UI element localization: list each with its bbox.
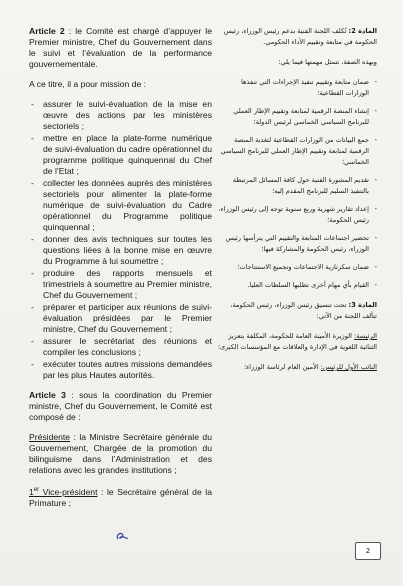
mission-item-ar: - تقديم المشورة الفنية حول كافة المسائل المرتبطة بالتنفيذ السليم للبرنامج المقدم إليه؛ xyxy=(217,175,377,197)
handwritten-mark-icon xyxy=(115,530,129,542)
page-number: 2 xyxy=(355,542,381,560)
vice-president-text-ar: الأمين العام لرئاسة الوزراء؛ xyxy=(243,363,321,371)
article-2-body-fr: : le Comité est chargé d’appuyer le Premier ministre, Chef du Gouvernement dans le suivi et l’évaluation de la performance gouvernementale. xyxy=(29,26,212,69)
article-3-body-ar: تحت تنسيق رئيس الوزراء، رئيس الحكومة، تتألف اللجنة من الآتي: xyxy=(230,301,377,320)
french-column xyxy=(29,26,212,518)
vice-president-ordinal: er xyxy=(33,487,40,493)
president-fr xyxy=(29,432,212,476)
president-label-fr: Présidente xyxy=(29,432,71,442)
article-3-ar xyxy=(217,300,377,322)
mission-item-fr: - donner des avis techniques sur toutes les questions liées à la bonne mise en œuvre du Programme à lui soumettre ; xyxy=(29,234,212,267)
article-2-ar xyxy=(217,26,377,48)
mission-item-fr: - assurer le suivi-évaluation de la mise en œuvre des actions par les ministères sectoriels ; xyxy=(29,99,212,132)
article-2-body-ar: تُكلف اللجنة الفنية بدعم رئيس الوزراء، رئيس الحكومة في متابعة وتقييم الأداء الحكومي. xyxy=(223,27,377,46)
vice-president-ar xyxy=(217,362,377,373)
vice-president-label-text: Vice-président xyxy=(39,486,98,497)
article-2-title-fr: Article 2 xyxy=(29,26,65,36)
vice-president-label-fr xyxy=(29,487,97,497)
article-3-body-fr: : sous la coordination du Premier ministre, Chef du Gouvernement, le Comité est composé de : xyxy=(29,390,212,422)
mission-list-ar xyxy=(217,77,377,291)
mission-item-fr: - produire des rapports mensuels et trimestriels à soumettre au Premier ministre, Chef du Gouvernement ; xyxy=(29,268,212,301)
president-text-ar: الوزيرة الأمينة العامة للحكومة، المكلفة بتعزيز الثنائية اللغوية في الإدارة والعلاقات مع المؤسسات الكبرى؛ xyxy=(217,332,377,351)
vice-president-fr xyxy=(29,485,212,509)
mission-item-ar: - القيام بأي مهام أخرى تطلبها السلطات العليا. xyxy=(217,280,377,291)
article-2-title-ar: المادة 2: xyxy=(348,27,377,35)
mission-item-fr: - collecter les données auprès des ministères sectoriels pour alimenter la plate-forme numérique de suivi-évaluation du Cadre opérationnel du Programme politique quinquennal ; xyxy=(29,178,212,233)
arabic-column xyxy=(217,26,377,382)
mission-intro-ar: وبهذه الصفة، تتمثل مهمتها فيما يلي: xyxy=(278,58,377,66)
article-3-fr xyxy=(29,390,212,423)
mission-list-fr xyxy=(29,99,212,381)
president-label-ar: الرئيسة: xyxy=(354,332,377,340)
mission-item-ar: - ضمان سكرتارية الاجتماعات وتجميع الاستنتاجات؛ xyxy=(217,262,377,273)
mission-item-fr: - exécuter toutes autres missions demandées par les plus Hautes autorités. xyxy=(29,359,212,381)
mission-item-ar: - إعداد تقارير شهرية وربع سنوية توجه إلى رئيس الوزراء، رئيس الحكومة؛ xyxy=(217,204,377,226)
mission-item-ar: - إنشاء المنصة الرقمية لمتابعة وتقييم الإطار العملي للبرنامج السياسي الخماسي لرئيس الدولة؛ xyxy=(217,106,377,128)
article-3-title-fr: Article 3 xyxy=(29,390,66,400)
mission-item-fr: - mettre en place la plate-forme numérique de suivi-évaluation du cadre opérationnel du programme politique quinquennal du Chef de l’Etat ; xyxy=(29,133,212,177)
vice-president-number: 1 xyxy=(29,486,34,497)
mission-item-ar: - جمع البيانات من الوزارات القطاعية لتغذية المنصة الرقمية لمتابعة وتقييم الإطار العملي للبرنامج السياسي الخماسي؛ xyxy=(217,135,377,168)
vice-president-label-ar: النائب الأول للرئيس: xyxy=(320,363,377,371)
mission-intro-fr: A ce titre, il a pour mission de : xyxy=(29,79,147,89)
article-2-fr xyxy=(29,26,212,70)
article-3-title-ar: المادة 3: xyxy=(348,301,377,309)
mission-item-ar: - تحضير اجتماعات المتابعة والتقييم التي يترأسها رئيس الوزراء، رئيس الحكومة والمشاركة فيها؛ xyxy=(217,233,377,255)
mission-item-fr: - assurer le secrétariat des réunions et compiler les conclusions ; xyxy=(29,336,212,358)
president-ar xyxy=(217,331,377,353)
president-text-fr: : la Ministre Secrétaire générale du Gouvernement, Chargée de la promotion du bilinguisme dans l’Administration et des relations avec les grandes institutions ; xyxy=(29,432,212,475)
mission-item-ar: - ضمان متابعة وتقييم تنفيذ الإجراءات التي تنفذها الوزارات القطاعية؛ xyxy=(217,77,377,99)
vice-president-text-fr: : le Secrétaire général de la Primature ; xyxy=(29,486,212,508)
mission-item-fr: - préparer et participer aux réunions de suivi-évaluation présidées par le Premier ministre, Chef du Gouvernement ; xyxy=(29,302,212,335)
